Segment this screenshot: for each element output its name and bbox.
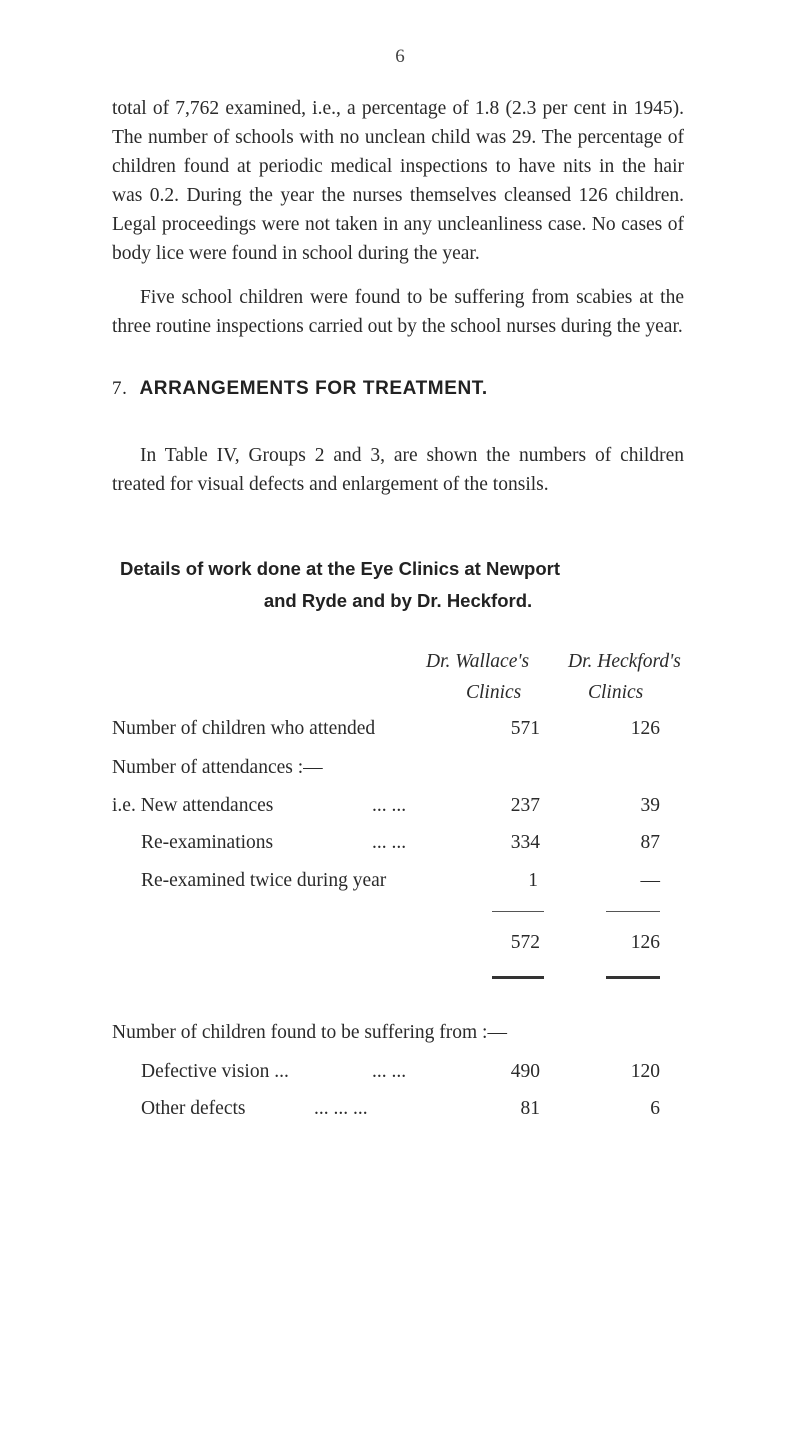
row-defective-dots: ... ...	[372, 1061, 407, 1082]
details-heading-line1: Details of work done at the Eye Clinics at Newport	[120, 558, 560, 579]
section-title: ARRANGEMENTS FOR TREATMENT.	[139, 378, 488, 399]
column-header-heckford: Dr. Heckford's	[568, 651, 681, 672]
row-defective-heckford: 120	[630, 1061, 660, 1082]
subtotal-rule-wallace	[492, 911, 544, 912]
row-twice-heckford: —	[640, 870, 660, 891]
page-number: 6	[395, 46, 405, 67]
row-reexam-dots: ... ...	[372, 832, 407, 853]
paragraph-scabies: Five school children were found to be suffering from scabies at the three routine inspections carried out by the school nurses during the year.	[112, 287, 684, 337]
row-new-heckford: 39	[640, 795, 660, 816]
subtotal-rule-heckford	[606, 911, 660, 912]
total-rule-heckford	[606, 976, 660, 979]
row-new-label: i.e. New attendances	[112, 795, 274, 816]
total-wallace: 572	[510, 932, 540, 953]
row-attended-heckford: 126	[630, 718, 660, 739]
column-header-wallace-clinics: Clinics	[466, 682, 522, 703]
total-heckford: 126	[630, 932, 660, 953]
total-rule-wallace	[492, 976, 544, 979]
column-header-heckford-clinics: Clinics	[588, 682, 644, 703]
row-reexam-heckford: 87	[640, 832, 660, 853]
row-new-dots: ... ...	[372, 795, 407, 816]
row-attendances-label: Number of attendances :—	[112, 757, 323, 778]
row-attended-label: Number of children who attended	[112, 718, 376, 739]
row-twice-wallace: 1	[528, 870, 538, 891]
row-suffering-label: Number of children found to be suffering from :—	[112, 1022, 507, 1043]
row-attended-wallace: 571	[510, 718, 540, 739]
row-reexam-wallace: 334	[510, 832, 540, 853]
row-new-wallace: 237	[510, 795, 540, 816]
row-other-wallace: 81	[520, 1098, 540, 1119]
details-heading-line2: and Ryde and by Dr. Heckford.	[263, 590, 533, 611]
paragraph-treatment: In Table IV, Groups 2 and 3, are shown the numbers of children treated for visual defects and enlargement of the tonsils.	[112, 445, 684, 495]
row-defective-wallace: 490	[510, 1061, 540, 1082]
column-header-wallace: Dr. Wallace's	[426, 651, 530, 672]
row-reexam-label: Re-examinations	[141, 832, 274, 853]
paragraph-intro: total of 7,762 examined, i.e., a percentage of 1.8 (2.3 per cent in 1945). The number of schools with no unclean child was 29. The percentage of children found at periodic medical inspections to have nits in the hair was 0.2. During the year the nurses themselves cleansed 126 children. Legal proceedings were not taken in any uncleanliness case. No cases of body lice were found in school during the year.	[112, 98, 684, 264]
row-defective-label: Defective vision ...	[141, 1061, 289, 1082]
row-other-heckford: 6	[650, 1098, 660, 1119]
row-other-label: Other defects	[141, 1098, 246, 1119]
row-other-dots: ... ... ...	[314, 1098, 368, 1119]
section-heading	[112, 378, 488, 400]
section-number: 7.	[112, 378, 128, 399]
row-twice-label: Re-examined twice during year	[141, 870, 387, 891]
